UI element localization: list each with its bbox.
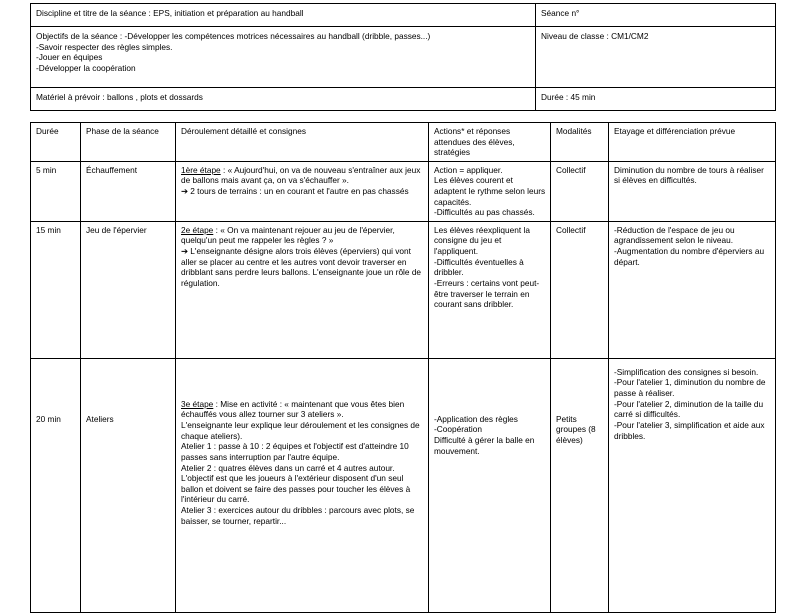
cell-modalites: Collectif — [551, 221, 609, 358]
etayage-line: -Simplification des consignes si besoin. — [614, 366, 759, 377]
col-header-phase: Phase de la séance — [81, 123, 176, 162]
materiel-cell: Matériel à prévoir : ballons , plots et dossards — [31, 88, 536, 111]
discipline-cell: Discipline et titre de la séance : EPS, initiation et préparation au handball — [31, 4, 536, 27]
table-row — [31, 221, 776, 358]
cell-etayage — [609, 221, 776, 358]
cell-phase: Jeu de l'épervier — [81, 221, 176, 358]
actions-line: Les élèves réexpliquent la consigne du jeu et l'appliquent. — [434, 224, 530, 257]
col-header-duree: Durée — [31, 123, 81, 162]
etayage-line: Diminution du nombre de tours à réaliser si élèves en difficultés. — [614, 164, 764, 186]
deroulement-line: Atelier 3 : exercices autour du dribbles : parcours avec plots, se baisser, se tourner, repartir... — [181, 504, 415, 526]
deroulement-line: 2e étape : « On va maintenant rejouer au jeu de l'épervier, quelqu'un peut me rappeler les règles ? » — [181, 224, 395, 246]
objectifs-line-1: Objectifs de la séance : -Développer les compétences motrices nécessaires au handball (dribble, passes...) — [36, 31, 431, 41]
deroulement-line: 1ère étape : « Aujourd'hui, on va de nouveau s'entraîner aux jeux de ballons mais avant ça, on va s'échauffer ». — [181, 164, 421, 186]
header-table — [30, 3, 776, 111]
etayage-line: -Augmentation du nombre d'éperviers au départ. — [614, 246, 765, 267]
deroulement-line: ➔ L'enseignante désigne alors trois élèves (éperviers) qui vont aller se placer au centre et les autres vont devoir traverser en dribblant sans perdre leurs ballons. L'enseignante joue un rôle de régulation. — [181, 246, 422, 288]
cell-deroulement — [176, 358, 429, 612]
cell-phase: Ateliers — [81, 358, 176, 612]
cell-actions — [429, 358, 551, 612]
actions-line: -Erreurs : certains vont peut-être traverser le terrain en courant sans dribbler. — [434, 277, 540, 310]
cell-duree: 15 min — [31, 221, 81, 358]
duree-totale-cell: Durée : 45 min — [536, 88, 776, 111]
cell-deroulement — [176, 221, 429, 358]
table-row — [31, 358, 776, 612]
etayage-line: -Pour l'atelier 2, diminution de la taille du carré si difficultés. — [614, 398, 764, 420]
niveau-classe-cell: Niveau de classe : CM1/CM2 — [536, 27, 776, 88]
objectifs-line-2: -Savoir respecter des règles simples. — [36, 41, 173, 52]
seance-table — [30, 122, 776, 613]
cell-etayage — [609, 161, 776, 221]
cell-modalites: Petits groupes (8 élèves) — [551, 358, 609, 612]
actions-line: -Difficultés éventuelles à dribbler. — [434, 256, 524, 278]
objectifs-line-4: -Développer la coopération — [36, 62, 136, 73]
etayage-line: -Réduction de l'espace de jeu ou agrandissement selon le niveau. — [614, 224, 735, 246]
cell-actions — [429, 161, 551, 221]
col-header-actions: Actions* et réponses attendues des élèves, stratégies — [429, 123, 551, 162]
header-row-discipline — [31, 4, 776, 27]
table-spacer — [30, 111, 775, 122]
cell-phase: Échauffement — [81, 161, 176, 221]
cell-actions — [429, 221, 551, 358]
cell-duree: 20 min — [31, 358, 81, 612]
cell-deroulement — [176, 161, 429, 221]
etayage-line: -Pour l'atelier 3, simplification et aide aux dribbles. — [614, 419, 765, 441]
deroulement-line: L'enseignante leur explique leur déroulement et les consignes de chaque ateliers). — [181, 420, 420, 441]
cell-modalites: Collectif — [551, 161, 609, 221]
actions-line: -Difficultés au pas chassés. — [434, 207, 535, 218]
actions-line: -Coopération — [434, 424, 482, 435]
cell-etayage — [609, 358, 776, 612]
col-header-etayage: Etayage et différenciation prévue — [609, 123, 776, 162]
deroulement-line: Atelier 1 : passe à 10 : 2 équipes et l'objectif est d'atteindre 10 passes sans interruption par l'autre équipe. — [181, 441, 409, 462]
etayage-line: -Pour l'atelier 1, diminution du nombre de passe à réaliser. — [614, 377, 766, 399]
objectifs-cell — [31, 27, 536, 88]
deroulement-line: ➔ 2 tours de terrains : un en courant et l'autre en pas chassés — [181, 186, 409, 197]
deroulement-line: Atelier 2 : quatres élèves dans un carré et 4 autres autour. L'objectif est que les joueurs à l'extérieur disposent d'un seul ballon et doivent se faire des passes pour toucher les élèves à l'intérieur du carré. — [181, 462, 411, 505]
deroulement-line: 3e étape : Mise en activité : « maintenant que vous êtes bien échauffés vous allez tourner sur 3 ateliers ». — [181, 398, 405, 420]
header-row-materiel — [31, 88, 776, 111]
seance-number-cell: Séance n° — [536, 4, 776, 27]
table-header-row — [31, 123, 776, 162]
header-row-objectifs — [31, 27, 776, 88]
cell-duree: 5 min — [31, 161, 81, 221]
actions-line: Action = appliquer. — [434, 164, 503, 175]
actions-line: -Application des règles — [434, 413, 518, 424]
table-row — [31, 161, 776, 221]
col-header-modalites: Modalités — [551, 123, 609, 162]
col-header-deroulement: Déroulement détaillé et consignes — [176, 123, 429, 162]
actions-line: Les élèves courent et adaptent le rythme selon leurs capacités. — [434, 175, 546, 207]
objectifs-line-3: -Jouer en équipes — [36, 52, 103, 63]
actions-line: Difficulté à gérer la balle en mouvement. — [434, 435, 535, 456]
